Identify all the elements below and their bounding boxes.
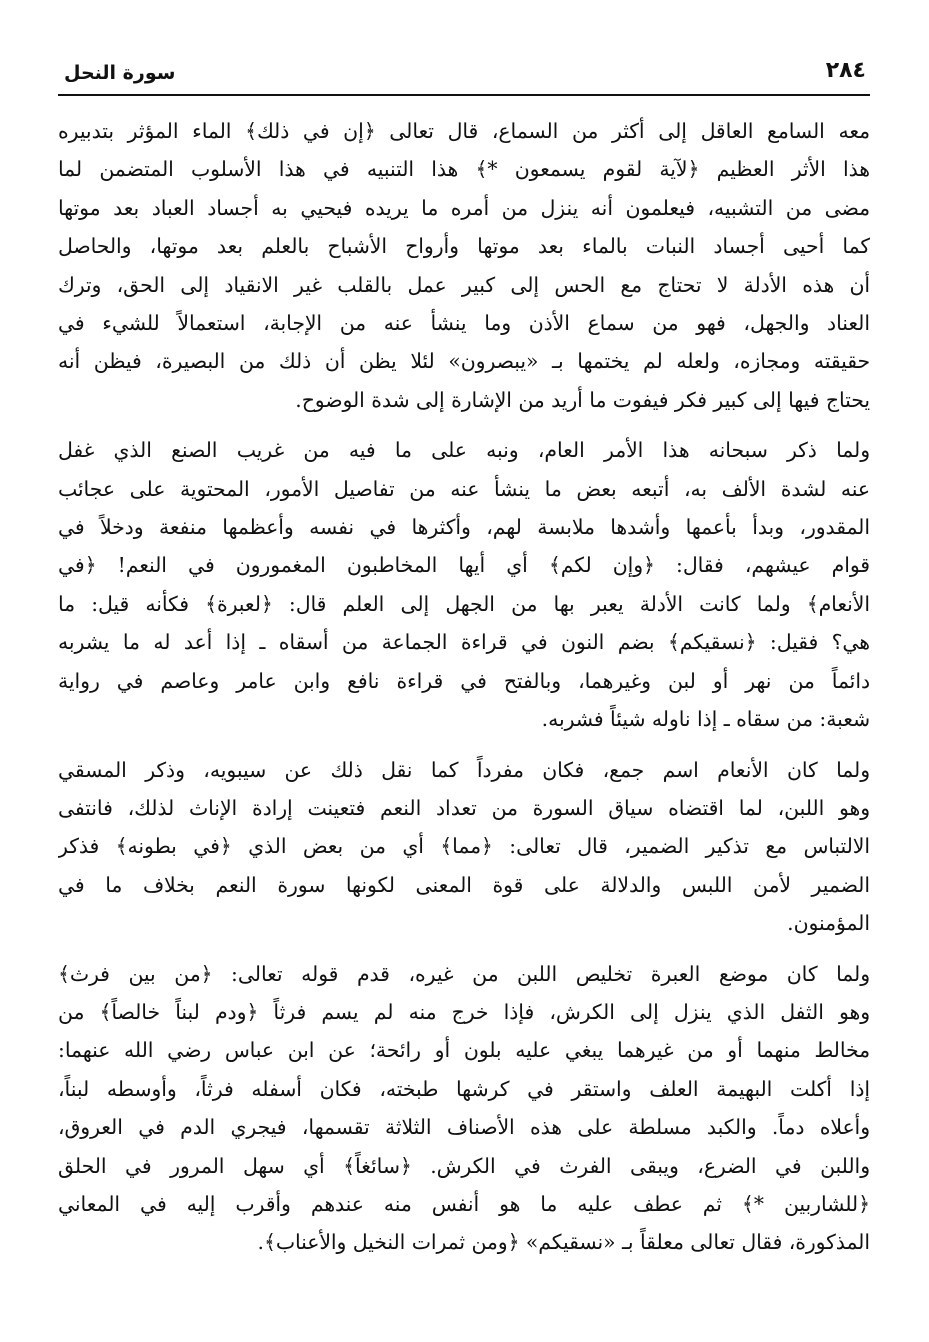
text-line: ﴿للشاربين *﴾ ثم عطف عليه ما هو أنفس منه عندهم وأقرب إليه في المعاني [58,1191,870,1216]
text-line: أن هذه الأدلة لا تحتاج مع الحس إلى كبير عمل بالقلب غير الانقياد إلى الحق، وترك [58,272,870,297]
page-number: ٢٨٤ [825,58,866,83]
text-line: إذا أكلت البهيمة العلف واستقر في كرشها طبخته، فكان أسفله فرثاً، وأوسطه لبناً، [58,1076,870,1101]
text-line: واللبن في الضرع، ويبقى الفرث في الكرش. ﴿سائغاً﴾ أي سهل المرور في الحلق [58,1153,870,1178]
text-line: عنه لشدة الألف به، أتبعه بعض ما ينشأ عنه من تفاصيل الأمور، المحتوية على عجائب [58,476,870,501]
text-line: يحتاج فيها إلى كبير فكر فيفوت ما أريد من الإشارة إلى شدة الوضوح. [295,387,870,412]
text-line: ولما كان موضع العبرة تخليص اللبن من غيره، قدم قوله تعالى: ﴿من بين فرث﴾ [58,961,870,986]
surah-title: سورة النحل [64,62,176,84]
text-line: حقيقته ومجازه، ولعله لم يختمها بـ «يبصرون» لئلا يظن أن ذلك من البصيرة، فيظن أنه [58,349,870,374]
text-line: مخالط منهما أو من غيرهما يبغي عليه بلون أو رائحة؛ عن ابن عباس رضي الله عنهما: [58,1038,870,1063]
text-line: المذكورة، فقال تعالى معلقاً بـ «نسقيكم» ﴿ومن ثمرات النخيل والأعناب﴾. [257,1230,870,1255]
text-line: العناد والجهل، فهو من سماع الأذن وما ينشأ عنه من الإجابة، استعمالاً للشيء في [58,311,870,336]
text-line: شعبة: من سقاه ـ إذا ناوله شيئاً فشربه. [541,707,870,732]
text-line: مضى من التشبيه، فيعلمون أنه ينزل من أمره ما يريده فيحيي به أجساد العباد بعد موتها [58,195,870,220]
text-line: ولما كان الأنعام اسم جمع، فكان مفرداً كما نقل ذلك عن سيبويه، وذكر المسقي [58,757,870,782]
paragraph-2 [58,431,870,738]
paragraph-1 [58,112,870,419]
text-line: هذا الأثر العظيم ﴿لآية لقوم يسمعون *﴾ هذا التنبيه في هذا الأسلوب المتضمن لما [58,157,870,182]
paragraph-3 [58,751,870,943]
text-line: المؤمنون. [787,911,870,936]
text-line: دائماً من نهر أو لبن وغيرهما، وبالفتح في قراءة نافع وابن عامر وعاصم في رواية [58,668,870,693]
text-line: وهو اللبن، لما اقتضاه سياق السورة من تعداد النعم فتعينت إرادة الإناث لذلك، فانتفى [58,795,870,820]
text-line: هي؟ فقيل: ﴿نسقيكم﴾ بضم النون في قراءة الجماعة من أسقاه ـ إذا أعد له ما يشربه [58,630,870,655]
text-line: قوام عيشهم، فقال: ﴿وإن لكم﴾ أي أيها المخاطبون المغمورون في النعم! ﴿في [58,553,870,578]
text-line: الالتباس مع تذكير الضمير، قال تعالى: ﴿مما﴾ أي من بعض الذي ﴿في بطونه﴾ فذكر [58,834,870,859]
text-line: المقدور، وبدأ بأعمها وأشدها ملابسة لهم، وأكثرها في نفسه وأعظمها منفعة ودخلاً في [58,515,870,540]
page-body [58,112,870,1262]
page-header [58,58,870,96]
text-line: ولما ذكر سبحانه هذا الأمر العام، ونبه على ما فيه من غريب الصنع الذي غفل [58,438,870,463]
text-line: وأعلاه دماً. والكبد مسلطة على هذه الأصناف الثلاثة تقسمها، فيجري الدم في العروق، [58,1115,870,1140]
text-line: كما أحيى أجساد النبات بالماء بعد موتها وأرواح الأشباح بالعلم بعد موتها، والحاصل [58,234,870,259]
paragraph-4 [58,955,870,1262]
text-line: الأنعام﴾ ولما كانت الأدلة يعبر بها من الجهل إلى العلم قال: ﴿لعبرة﴾ فكأنه قيل: ما [58,591,870,616]
text-line: الضمير لأمن اللبس والدلالة على قوة المعنى لكونها سورة النعم بخلاف ما في [58,872,870,897]
text-line: وهو الثفل الذي ينزل إلى الكرش، فإذا خرج منه لم يسم فرثاً ﴿ودم لبناً خالصاً﴾ من [58,999,870,1024]
text-line: معه السامع العاقل إلى أكثر من السماع، قال تعالى ﴿إن في ذلك﴾ الماء المؤثر بتدبيره [58,119,870,143]
